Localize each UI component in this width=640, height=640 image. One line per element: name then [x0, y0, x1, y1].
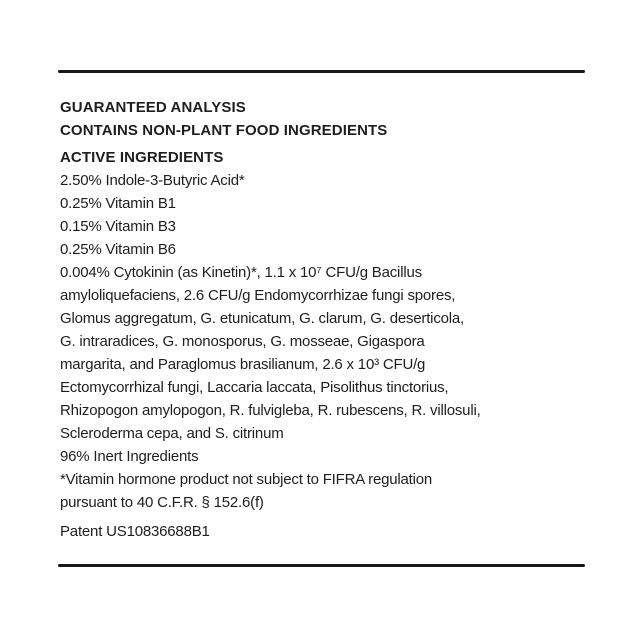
ingredient-line: 0.25% Vitamin B1: [60, 195, 176, 212]
ingredient-line: Ectomycorrhizal fungi, Laccaria laccata, Pisolithus tinctorius,: [60, 379, 449, 396]
patent-line: Patent US10836688B1: [60, 523, 210, 540]
heading-guaranteed-analysis: GUARANTEED ANALYSIS: [60, 99, 246, 116]
section-title-active-ingredients: ACTIVE INGREDIENTS: [60, 149, 224, 166]
top-divider: [58, 70, 585, 73]
ingredient-line: 0.15% Vitamin B3: [60, 218, 176, 235]
ingredient-line: 0.004% Cytokinin (as Kinetin)*, 1.1 x 10⁷ CFU/g Bacillus: [60, 264, 422, 281]
ingredient-line: margarita, and Paraglomus brasilianum, 2.6 x 10³ CFU/g: [60, 356, 426, 373]
footnote-line: *Vitamin hormone product not subject to FIFRA regulation: [60, 471, 433, 488]
ingredient-line: amyloliquefaciens, 2.6 CFU/g Endomycorrhizae fungi spores,: [60, 287, 456, 304]
ingredient-line: G. intraradices, G. monosporus, G. mosseae, Gigaspora: [60, 333, 425, 350]
ingredient-line: Scleroderma cepa, and S. citrinum: [60, 425, 284, 442]
ingredient-line: 0.25% Vitamin B6: [60, 241, 176, 258]
label-content: [60, 96, 481, 543]
ingredient-line: Glomus aggregatum, G. etunicatum, G. clarum, G. deserticola,: [60, 310, 465, 327]
bottom-divider: [58, 564, 585, 567]
inert-ingredients-line: 96% Inert Ingredients: [60, 448, 199, 465]
ingredient-line: 2.50% Indole-3-Butyric Acid*: [60, 172, 245, 189]
heading-contains-non-plant: CONTAINS NON-PLANT FOOD INGREDIENTS: [60, 122, 388, 139]
ingredient-line: Rhizopogon amylopogon, R. fulvigleba, R. rubescens, R. villosuli,: [60, 402, 481, 419]
footnote-line: pursuant to 40 C.F.R. § 152.6(f): [60, 494, 264, 511]
